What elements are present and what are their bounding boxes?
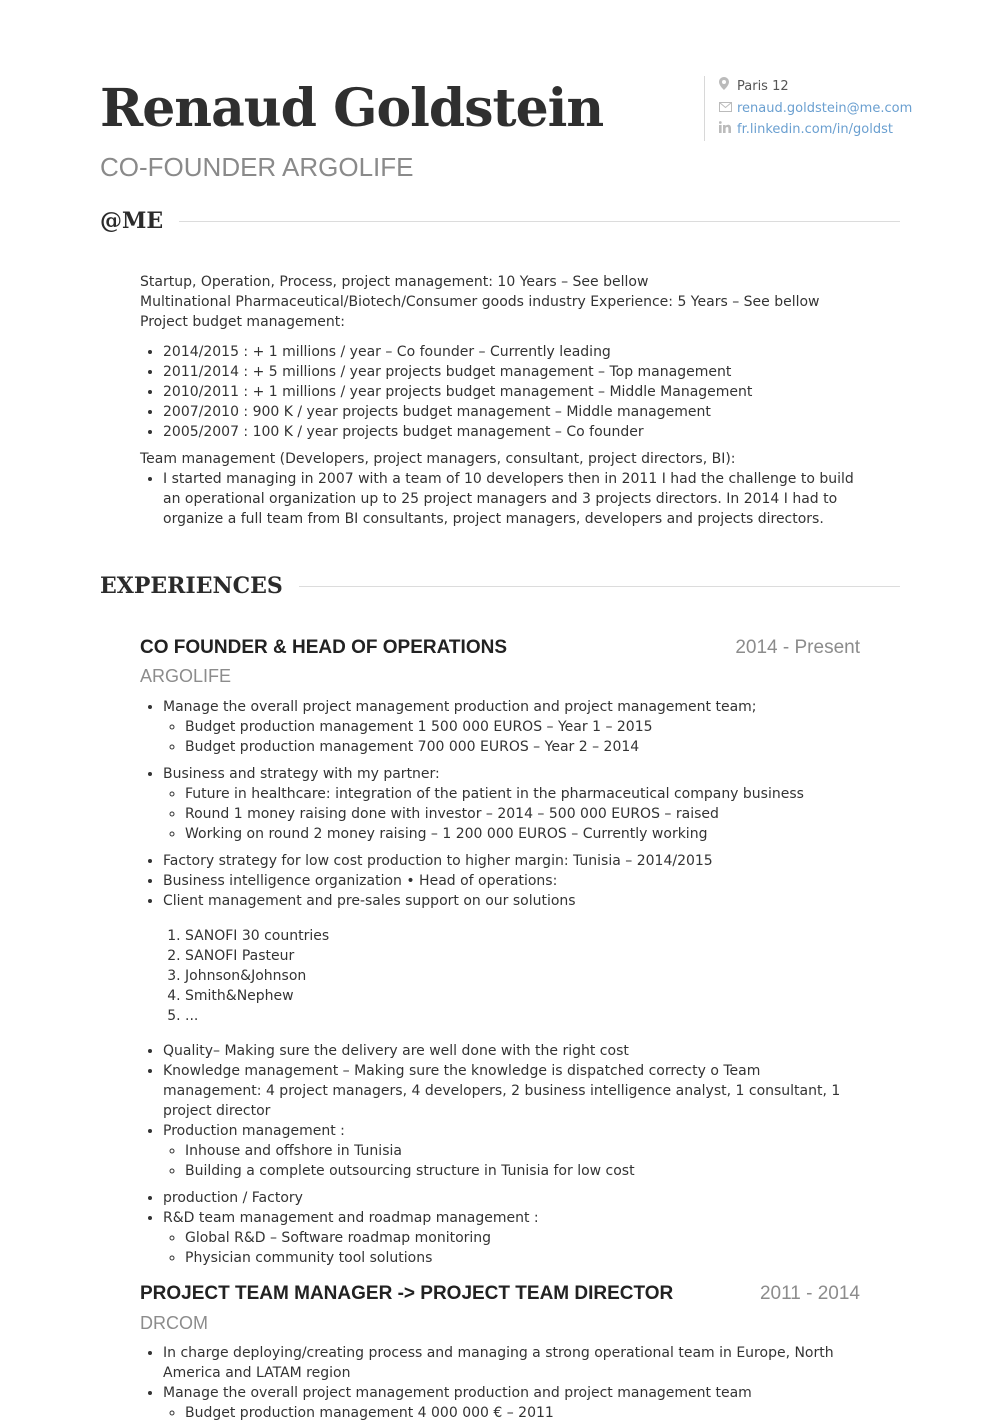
list-item: • 2007/2010 : 900 K / year projects budget management – Middle management	[163, 402, 860, 422]
sub-list	[163, 1403, 860, 1423]
budget-list	[140, 342, 860, 442]
about-content	[140, 272, 860, 529]
section-divider	[299, 586, 900, 587]
list-item: 4. Smith&Nephew	[185, 986, 860, 1006]
job-details	[140, 697, 860, 1268]
team-list	[140, 469, 860, 529]
list-item: ◦ Budget production management 700 000 EUROS – Year 2 – 2014	[185, 737, 860, 757]
list-item: • Business intelligence organization • Head of operations:	[163, 871, 860, 891]
list-item: • Quality– Making sure the delivery are well done with the right cost	[163, 1041, 860, 1061]
list-item: • Factory strategy for low cost production to higher margin: Tunisia – 2014/2015	[163, 851, 860, 871]
envelope-icon	[719, 98, 737, 120]
job-title: CO FOUNDER & HEAD OF OPERATIONS	[140, 637, 507, 658]
job-header	[140, 637, 860, 667]
list-item: 3. Johnson&Johnson	[185, 966, 860, 986]
map-pin-icon	[719, 76, 737, 98]
candidate-role: CO-FOUNDER ARGOLIFE	[100, 152, 414, 182]
job-company: ARGOLIFE	[140, 666, 232, 686]
list-item: • production / Factory	[163, 1188, 860, 1208]
bullet-text: Production management :	[163, 1123, 345, 1139]
linkedin-link[interactable]: fr.linkedin.com/in/goldst	[737, 122, 893, 137]
linkedin-icon	[719, 119, 737, 141]
list-item: • 2011/2014 : + 5 millions / year projects budget management – Top management	[163, 362, 860, 382]
location-text: Paris 12	[737, 79, 789, 94]
list-item: ◦ Future in healthcare: integration of the patient in the pharmaceutical company business	[185, 784, 860, 804]
candidate-name: Renaud Goldstein	[100, 78, 604, 139]
list-item: • 2005/2007 : 100 K / year projects budget management – Co founder	[163, 422, 860, 442]
list-item: • I started managing in 2007 with a team of 10 developers then in 2011 I had the challenge to build an operational organization up to 25 project managers and 3 projects directors. In 2014 I had to organize a full team from BI consultants, project managers, developers and projects directors.	[163, 469, 860, 529]
list-item: ◦ Budget production management 4 000 000 € – 2011	[185, 1403, 860, 1423]
job-bullets	[140, 697, 860, 911]
contact-linkedin	[719, 119, 919, 141]
bullet-text: Business and strategy with my partner:	[163, 766, 440, 782]
list-item: 2. SANOFI Pasteur	[185, 946, 860, 966]
client-list	[140, 926, 860, 1026]
bullet-text: Manage the overall project management production and project management team;	[163, 699, 757, 715]
list-item: • 2010/2011 : + 1 millions / year projects budget management – Middle Management	[163, 382, 860, 402]
list-item	[163, 1121, 860, 1181]
job-dates: 2011 - 2014	[759, 1283, 860, 1304]
section-experiences	[100, 573, 900, 599]
list-item: • Knowledge management – Making sure the knowledge is dispatched correcty o Team management: 4 project managers, 4 developers, 2 business intelligence analyst, 1 consultant, 1 project director	[163, 1061, 860, 1121]
contact-block	[704, 76, 919, 141]
list-item: ◦ Working on round 2 money raising – 1 200 000 EUROS – Currently working	[185, 824, 860, 844]
list-item	[163, 764, 860, 844]
sub-list	[163, 717, 860, 757]
list-item: • Client management and pre-sales support on our solutions	[163, 891, 860, 911]
section-divider	[179, 221, 900, 222]
job-bullets	[140, 1343, 860, 1423]
team-heading: Team management (Developers, project managers, consultant, project directors, BI):	[140, 451, 736, 467]
section-heading-experiences: EXPERIENCES	[100, 573, 283, 599]
bullet-text: R&D team management and roadmap management :	[163, 1210, 539, 1226]
job-details	[140, 1343, 860, 1423]
section-about	[100, 208, 900, 234]
job-bullets	[140, 1041, 860, 1268]
section-heading-about: @ME	[100, 208, 164, 234]
list-item	[163, 1383, 860, 1423]
list-item: 1. SANOFI 30 countries	[185, 926, 860, 946]
list-item: ◦ Physician community tool solutions	[185, 1248, 860, 1268]
about-line-1: Startup, Operation, Process, project management: 10 Years – See bellow	[140, 274, 649, 290]
list-item	[163, 1208, 860, 1268]
sub-list	[163, 1228, 860, 1268]
bullet-text: Manage the overall project management production and project management team	[163, 1385, 752, 1401]
email-link[interactable]: renaud.goldstein@me.com	[737, 100, 913, 116]
about-line-2: Multinational Pharmaceutical/Biotech/Consumer goods industry Experience: 5 Years – See bellow Project budget management:	[140, 294, 820, 330]
job-title: PROJECT TEAM MANAGER -> PROJECT TEAM DIRECTOR	[140, 1283, 674, 1304]
contact-location	[719, 76, 919, 98]
job-header	[140, 1283, 860, 1313]
list-item: ◦ Budget production management 1 500 000 EUROS – Year 1 – 2015	[185, 717, 860, 737]
job-company: DRCOM	[140, 1313, 208, 1333]
list-item: ◦ Round 1 money raising done with investor – 2014 – 500 000 EUROS – raised	[185, 804, 860, 824]
list-item: • In charge deploying/creating process and managing a strong operational team in Europe, North America and LATAM region	[163, 1343, 860, 1383]
list-item: • 2014/2015 : + 1 millions / year – Co founder – Currently leading	[163, 342, 860, 362]
list-item: ◦ Inhouse and offshore in Tunisia	[185, 1141, 860, 1161]
contact-email	[719, 98, 919, 120]
sub-list	[163, 1141, 860, 1181]
list-item: ◦ Building a complete outsourcing structure in Tunisia for low cost	[185, 1161, 860, 1181]
job-dates: 2014 - Present	[735, 637, 860, 658]
list-item: ◦ Global R&D – Software roadmap monitoring	[185, 1228, 860, 1248]
list-item: 5. ...	[185, 1006, 860, 1026]
sub-list	[163, 784, 860, 844]
list-item	[163, 697, 860, 757]
